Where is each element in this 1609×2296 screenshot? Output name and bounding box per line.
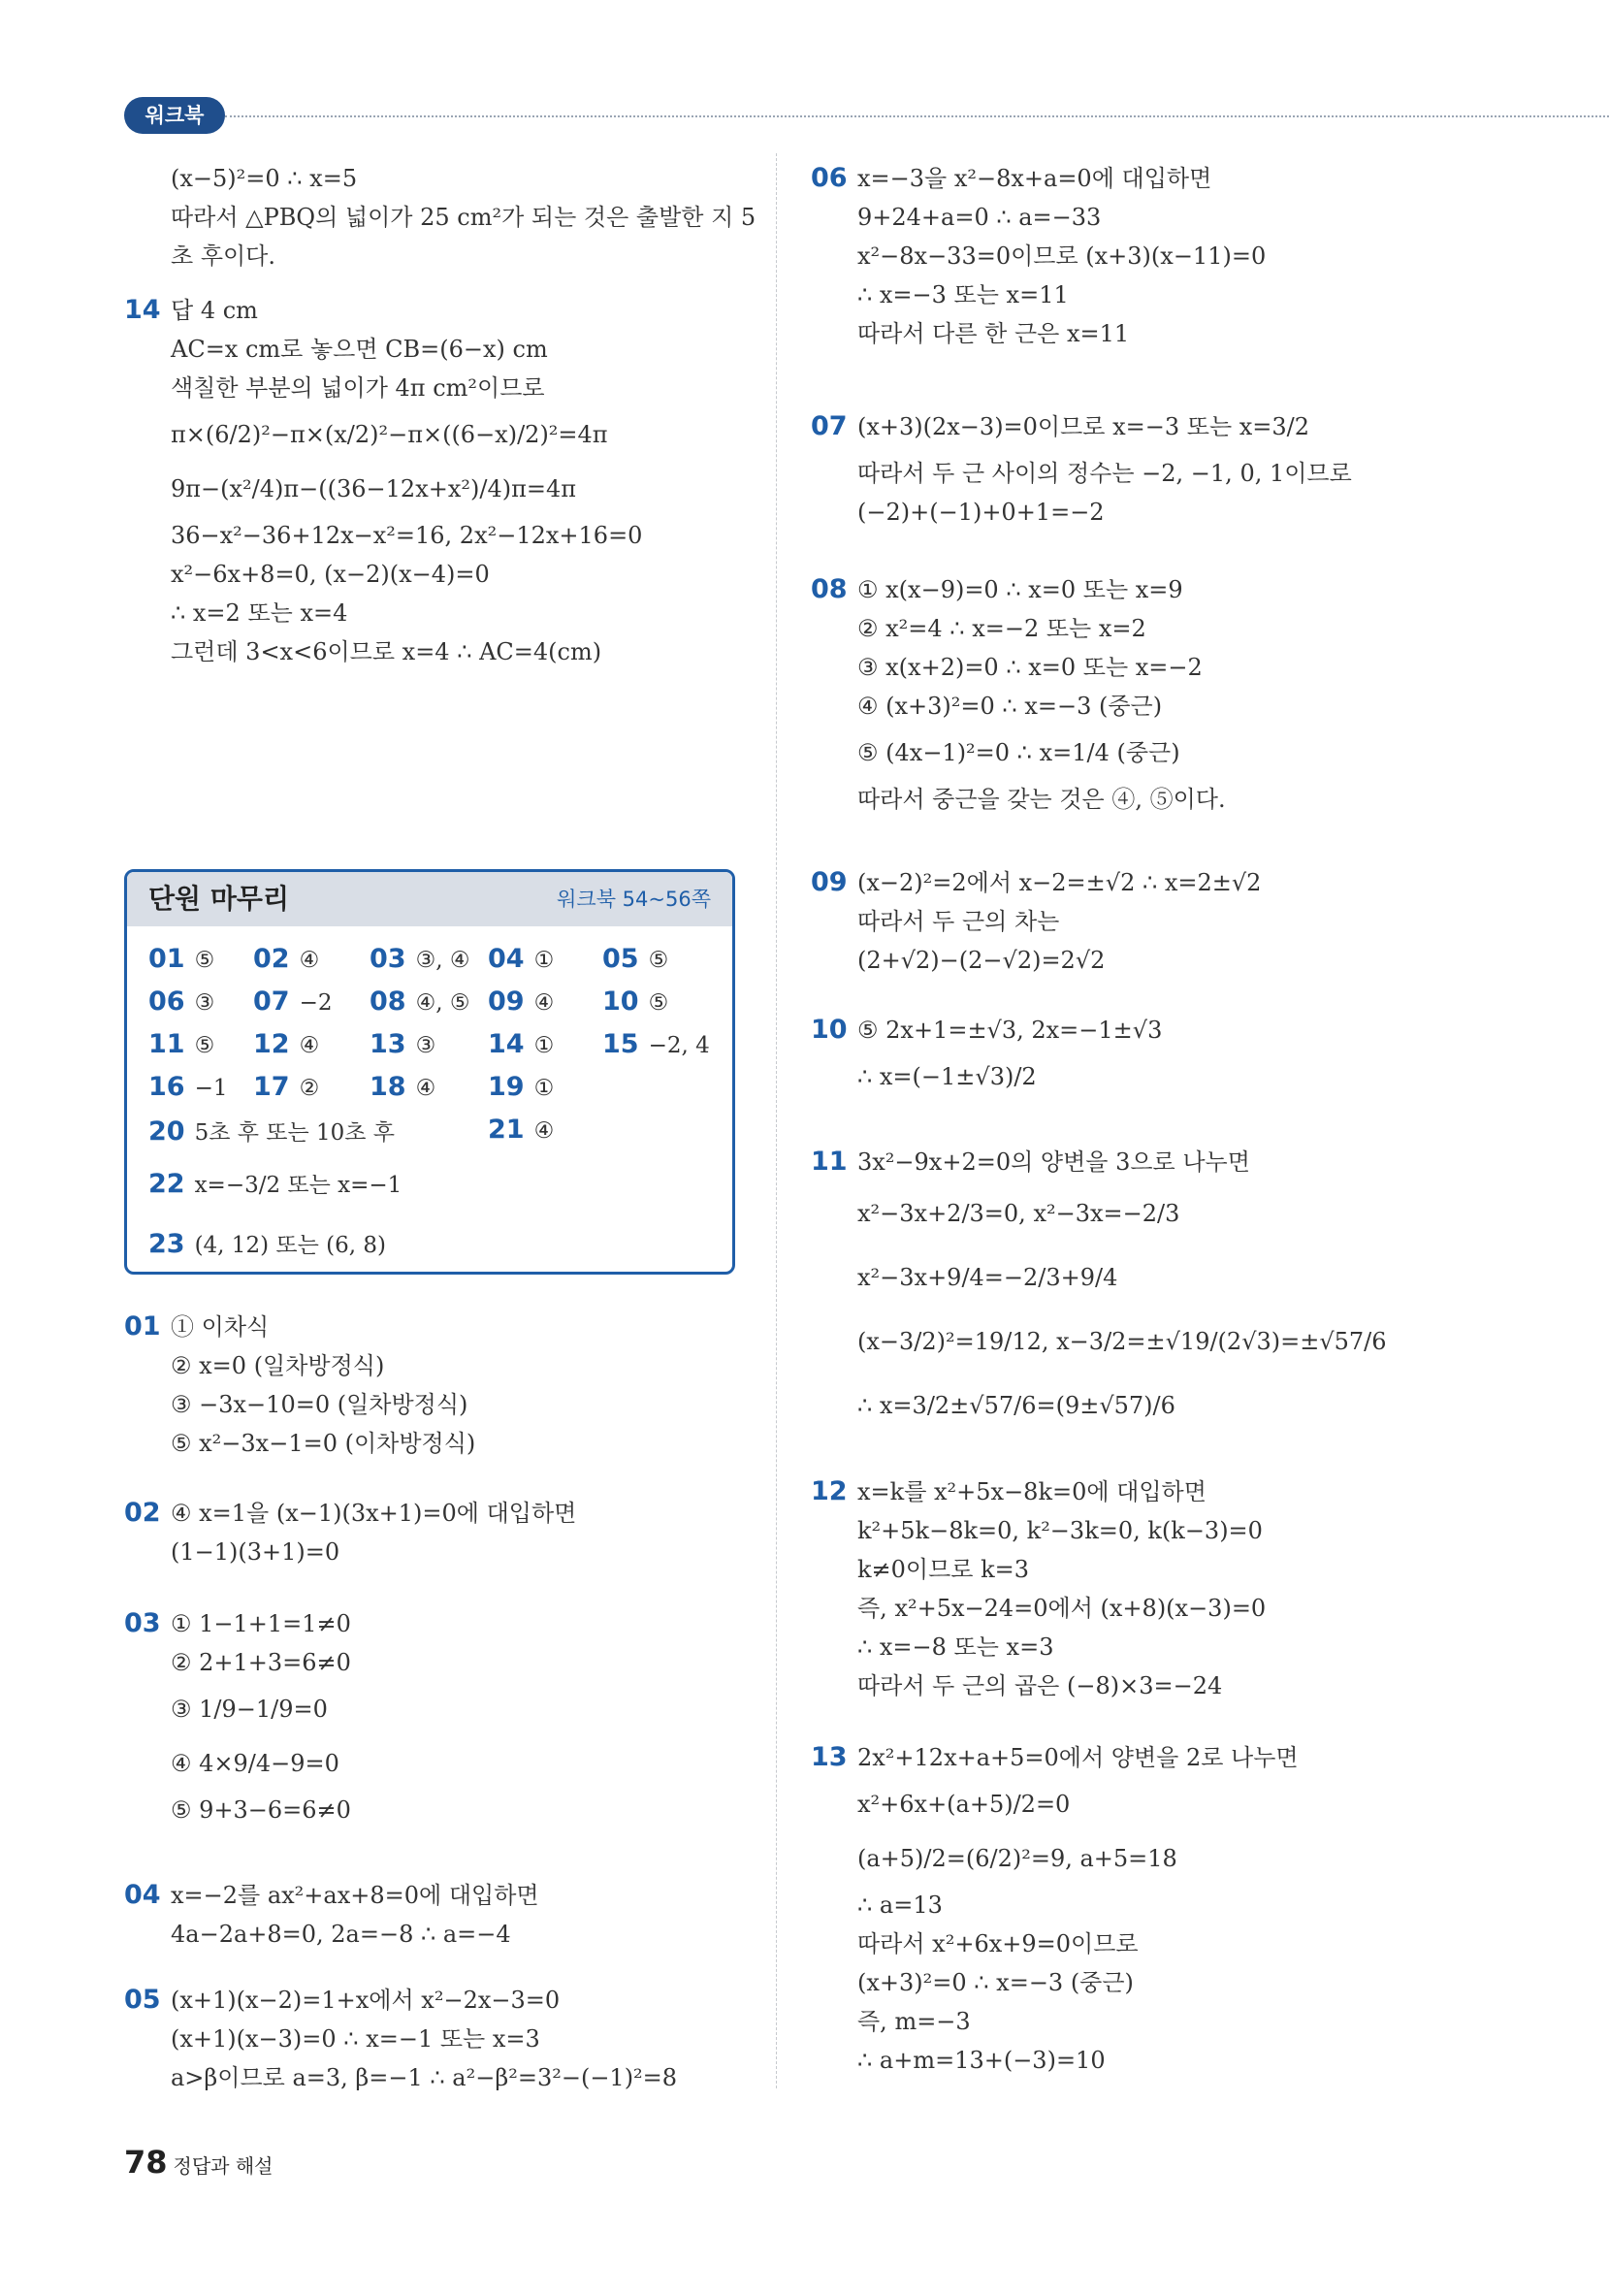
- solution-line: x=k를 x²+5x−8k=0에 대입하면: [857, 1478, 1207, 1505]
- problem-number: 01: [124, 1311, 161, 1342]
- answer-value: −1: [194, 1076, 228, 1101]
- workbook-page-ref: 워크북 54~56쪽: [557, 888, 711, 911]
- answer-number: 03: [370, 944, 406, 974]
- solution-line: 즉, m=−3: [857, 2008, 971, 2035]
- answer-number: 14: [488, 1029, 525, 1059]
- solution-line: ③ −3x−10=0 (일차방정식): [171, 1391, 468, 1418]
- solution-line: x²−6x+8=0, (x−2)(x−4)=0: [171, 561, 490, 588]
- answer-value: x=−3/2 또는 x=−1: [194, 1173, 402, 1198]
- solution-line: 색칠한 부분의 넓이가 4π cm²이므로: [171, 374, 545, 402]
- problem-number: 05: [124, 1985, 161, 2015]
- solution-line: ③ x(x+2)=0 ∴ x=0 또는 x=−2: [857, 654, 1203, 681]
- answer-number: 10: [602, 986, 639, 1017]
- answer-number: 15: [602, 1029, 639, 1059]
- solution-line: (x−2)²=2에서 x−2=±√2 ∴ x=2±√2: [857, 869, 1262, 896]
- solution-line: ∴ x=−8 또는 x=3: [857, 1633, 1054, 1661]
- answer-number: 05: [602, 944, 639, 974]
- solution-line: (x+1)(x−3)=0 ∴ x=−1 또는 x=3: [171, 2025, 540, 2053]
- solution-line: x=−2를 ax²+ax+8=0에 대입하면: [171, 1882, 539, 1909]
- solution-line: 즉, x²+5x−24=0에서 (x+8)(x−3)=0: [857, 1595, 1267, 1622]
- page-footer: [124, 2144, 274, 2181]
- solution-line: ② 2+1+3=6≠0: [171, 1649, 351, 1676]
- solution-line: (x+3)(2x−3)=0이므로 x=−3 또는 x=3/2: [857, 413, 1310, 440]
- solution-line: ∴ x=(−1±√3)/2: [857, 1063, 1037, 1090]
- solution-line: ⑤ (4x−1)²=0 ∴ x=1/4 (중근): [857, 739, 1180, 766]
- solution-line: ∴ x=2 또는 x=4: [171, 599, 348, 627]
- answer-value: ④: [533, 990, 555, 1016]
- answer-number: 08: [370, 986, 406, 1017]
- column-divider: [776, 153, 777, 2088]
- solution-line: ∴ a+m=13+(−3)=10: [857, 2047, 1106, 2074]
- solution-line: (x−5)²=0 ∴ x=5: [171, 165, 358, 192]
- solution-line: 따라서 두 근의 차는: [857, 908, 1060, 935]
- answer-value: ⑤: [648, 948, 669, 973]
- answer-number: 09: [488, 986, 525, 1017]
- answer-value: ③, ④: [415, 948, 470, 973]
- answer-number: 07: [253, 986, 290, 1017]
- answer-value: ①: [533, 1033, 555, 1058]
- solution-line: x²−3x+2/3=0, x²−3x=−2/3: [857, 1200, 1180, 1227]
- header-divider: [225, 115, 1609, 117]
- problem-number: 10: [811, 1015, 848, 1045]
- solution-line: ∴ x=−3 또는 x=11: [857, 281, 1069, 308]
- solution-line: π×(6/2)²−π×(x/2)²−π×((6−x)/2)²=4π: [171, 421, 608, 448]
- solution-line: k≠0이므로 k=3: [857, 1556, 1030, 1583]
- answer-number: 01: [148, 944, 185, 974]
- answer-number: 02: [253, 944, 290, 974]
- answer-value: ④: [299, 1033, 320, 1058]
- solution-line: ① 1−1+1=1≠0: [171, 1610, 351, 1637]
- solution-line: ④ x=1을 (x−1)(3x+1)=0에 대입하면: [171, 1500, 577, 1527]
- answer-number: 18: [370, 1072, 406, 1102]
- answer-number: 22: [148, 1169, 185, 1199]
- answer-value: ③: [415, 1033, 436, 1058]
- answer-number: 23: [148, 1229, 185, 1259]
- answer-value: ⑤: [194, 1033, 215, 1058]
- solution-line: ② x²=4 ∴ x=−2 또는 x=2: [857, 615, 1146, 642]
- problem-number: 13: [811, 1742, 848, 1772]
- solution-line: ⑤ 9+3−6=6≠0: [171, 1796, 351, 1824]
- page-number: 78: [124, 2144, 168, 2181]
- solution-line: (x+3)²=0 ∴ x=−3 (중근): [857, 1969, 1134, 1996]
- answer-value: ④, ⑤: [415, 990, 470, 1016]
- solution-line: 초 후이다.: [171, 243, 275, 270]
- answer-line: 답 4 cm: [171, 297, 258, 324]
- workbook-tag: 워크북: [124, 97, 225, 134]
- answer-number: 19: [488, 1072, 525, 1102]
- answer-number: 11: [148, 1029, 185, 1059]
- solution-line: ⑤ x²−3x−1=0 (이차방정식): [171, 1430, 476, 1457]
- problem-number: 02: [124, 1498, 161, 1528]
- solution-line: 9+24+a=0 ∴ a=−33: [857, 204, 1102, 231]
- solution-line: 따라서 다른 한 근은 x=11: [857, 320, 1130, 347]
- solution-line: (x+1)(x−2)=1+x에서 x²−2x−3=0: [171, 1987, 561, 2014]
- unit-review-box: [124, 869, 735, 1275]
- problem-number: 08: [811, 574, 848, 604]
- solution-line: ④ (x+3)²=0 ∴ x=−3 (중근): [857, 693, 1163, 720]
- problem-number: 03: [124, 1608, 161, 1638]
- solution-line: (2+√2)−(2−√2)=2√2: [857, 947, 1106, 974]
- answer-value: 5초 후 또는 10초 후: [194, 1120, 396, 1146]
- problem-number: 07: [811, 411, 848, 441]
- solution-line: 9π−(x²/4)π−((36−12x+x²)/4)π=4π: [171, 475, 576, 502]
- footer-label: 정답과 해설: [173, 2154, 274, 2178]
- answer-number: 04: [488, 944, 525, 974]
- answer-number: 17: [253, 1072, 290, 1102]
- answer-value: ②: [299, 1076, 320, 1101]
- answer-value: ⑤: [194, 948, 215, 973]
- solution-line: ⑤ 2x+1=±√3, 2x=−1±√3: [857, 1017, 1163, 1044]
- solution-line: x²−8x−33=0이므로 (x+3)(x−11)=0: [857, 243, 1267, 270]
- answer-number: 20: [148, 1116, 185, 1147]
- solution-line: 2x²+12x+a+5=0에서 양변을 2로 나누면: [857, 1744, 1299, 1771]
- solution-line: x²+6x+(a+5)/2=0: [857, 1791, 1071, 1818]
- solution-line: ④ 4×9/4−9=0: [171, 1750, 339, 1777]
- problem-number: 06: [811, 163, 848, 193]
- answer-value: ①: [533, 948, 555, 973]
- answer-number: 12: [253, 1029, 290, 1059]
- solution-line: x²−3x+9/4=−2/3+9/4: [857, 1264, 1118, 1291]
- solution-line: x=−3을 x²−8x+a=0에 대입하면: [857, 165, 1212, 192]
- problem-number: 04: [124, 1880, 161, 1910]
- solution-line: (x−3/2)²=19/12, x−3/2=±√19/(2√3)=±√57/6: [857, 1328, 1387, 1355]
- solution-line: ① x(x−9)=0 ∴ x=0 또는 x=9: [857, 576, 1183, 603]
- solution-line: ① 이차식: [171, 1313, 270, 1341]
- solution-line: k²+5k−8k=0, k²−3k=0, k(k−3)=0: [857, 1517, 1263, 1544]
- solution-line: a>β이므로 a=3, β=−1 ∴ a²−β²=3²−(−1)²=8: [171, 2064, 678, 2091]
- answer-value: (4, 12) 또는 (6, 8): [194, 1233, 386, 1258]
- solution-line: (1−1)(3+1)=0: [171, 1538, 340, 1566]
- solution-line: ③ 1/9−1/9=0: [171, 1696, 328, 1723]
- solution-line: ∴ x=3/2±√57/6=(9±√57)/6: [857, 1392, 1175, 1419]
- answer-value: ③: [194, 990, 215, 1016]
- answer-value: ④: [533, 1118, 555, 1144]
- solution-line: 그런데 3<x<6이므로 x=4 ∴ AC=4(cm): [171, 638, 602, 665]
- answer-number: 16: [148, 1072, 185, 1102]
- problem-number: 14: [124, 295, 161, 325]
- answer-number: 06: [148, 986, 185, 1017]
- problem-number: 11: [811, 1147, 848, 1177]
- solution-line: AC=x cm로 놓으면 CB=(6−x) cm: [171, 336, 548, 363]
- answer-number: 13: [370, 1029, 406, 1059]
- answer-value: −2: [299, 990, 333, 1016]
- solution-line: ② x=0 (일차방정식): [171, 1352, 385, 1379]
- problem-number: 12: [811, 1476, 848, 1506]
- solution-line: 따라서 두 근의 곱은 (−8)×3=−24: [857, 1672, 1223, 1699]
- solution-line: 따라서 두 근 사이의 정수는 −2, −1, 0, 1이므로: [857, 460, 1352, 487]
- unit-review-title: 단원 마무리: [148, 883, 289, 915]
- answer-value: −2, 4: [648, 1033, 710, 1058]
- solution-line: ∴ a=13: [857, 1892, 943, 1919]
- solution-line: 36−x²−36+12x−x²=16, 2x²−12x+16=0: [171, 522, 643, 549]
- answer-value: ①: [533, 1076, 555, 1101]
- solution-line: 따라서 중근을 갖는 것은 ④, ⑤이다.: [857, 786, 1226, 813]
- answer-value: ⑤: [648, 990, 669, 1016]
- solution-line: 따라서 x²+6x+9=0이므로: [857, 1930, 1139, 1957]
- solution-line: (a+5)/2=(6/2)²=9, a+5=18: [857, 1845, 1177, 1872]
- solution-line: 3x²−9x+2=0의 양변을 3으로 나누면: [857, 1148, 1250, 1176]
- unit-review-header: [127, 872, 732, 926]
- answer-value: ④: [299, 948, 320, 973]
- problem-number: 09: [811, 867, 848, 897]
- solution-line: 따라서 △PBQ의 넓이가 25 cm²가 되는 것은 출발한 지 5: [171, 204, 756, 231]
- solution-line: (−2)+(−1)+0+1=−2: [857, 499, 1105, 526]
- solution-line: 4a−2a+8=0, 2a=−8 ∴ a=−4: [171, 1921, 511, 1948]
- answer-value: ④: [415, 1076, 436, 1101]
- answer-number: 21: [488, 1115, 525, 1145]
